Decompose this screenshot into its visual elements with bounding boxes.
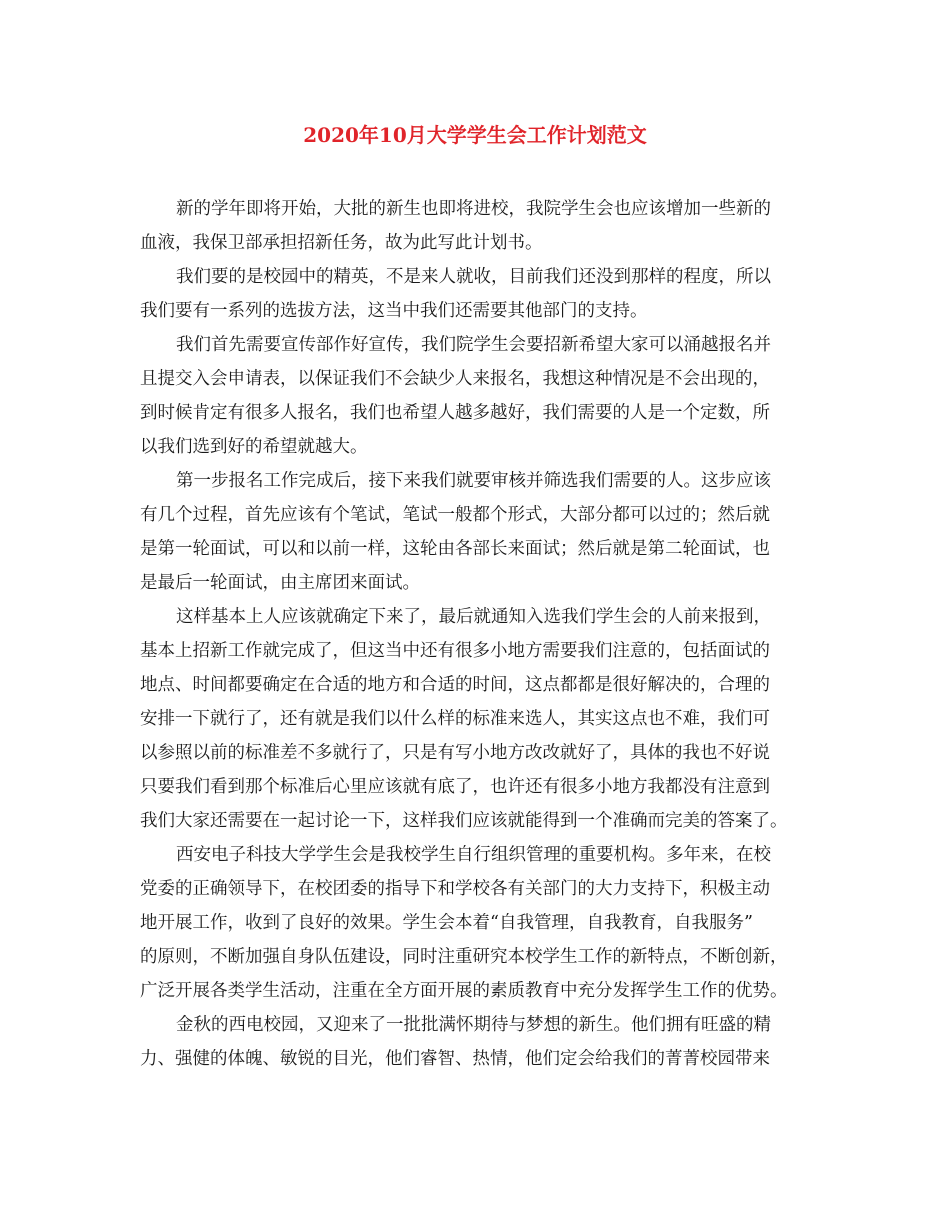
paragraph-line: 第一步报名工作完成后，接下来我们就要审核并筛选我们需要的人。这步应该 (176, 471, 771, 491)
paragraph-line: 地点、时间都要确定在合适的地方和合适的时间，这点都都是很好解决的，合理的 (140, 675, 770, 695)
paragraph-line: 力、强健的体魄、敏锐的目光，他们睿智、热情，他们定会给我们的菁菁校园带来 (140, 1049, 770, 1069)
paragraph-line: 以我们选到好的希望就越大。 (140, 437, 368, 457)
paragraph-line: 我们首先需要宣传部作好宣传，我们院学生会要招新希望大家可以涌越报名并 (176, 335, 771, 355)
paragraph-line: 是最后一轮面试，由主席团来面试。 (140, 573, 420, 593)
paragraph (140, 328, 822, 464)
paragraph-line: 党委的正确领导下，在校团委的指导下和学校各有关部门的大力支持下，积极主动 (140, 879, 770, 899)
paragraph-line: 有几个过程，首先应该有个笔试，笔试一般都个形式，大部分都可以过的；然后就 (140, 505, 770, 525)
paragraph-line: 血液，我保卫部承担招新任务，故为此写此计划书。 (140, 233, 543, 253)
paragraph (140, 1008, 822, 1076)
paragraph (140, 192, 822, 260)
paragraph-line: 只要我们看到那个标准后心里应该就有底了，也许还有很多小地方我都没有注意到 (140, 777, 770, 797)
paragraph (140, 600, 822, 838)
paragraph (140, 464, 822, 600)
paragraph-line: 金秋的西电校园，又迎来了一批批满怀期待与梦想的新生。他们拥有旺盛的精 (176, 1015, 771, 1035)
paragraph-line: 安排一下就行了，还有就是我们以什么样的标准来选人，其实这点也不难，我们可 (140, 709, 770, 729)
paragraph-line: 是第一轮面试，可以和以前一样，这轮由各部长来面试；然后就是第二轮面试，也 (140, 539, 770, 559)
paragraph-line: 我们要有一系列的选拔方法，这当中我们还需要其他部门的支持。 (140, 301, 648, 321)
paragraph-line: 以参照以前的标准差不多就行了，只是有写小地方改改就好了，具体的我也不好说 (140, 743, 770, 763)
paragraph-line: 到时候肯定有很多人报名，我们也希望人越多越好，我们需要的人是一个定数，所 (140, 403, 770, 423)
paragraph-line: 且提交入会申请表，以保证我们不会缺少人来报名，我想这种情况是不会出现的， (140, 369, 770, 389)
paragraph (140, 260, 822, 328)
paragraph-line: 我们要的是校园中的精英，不是来人就收，目前我们还没到那样的程度，所以 (176, 267, 771, 287)
paragraph-line: 新的学年即将开始，大批的新生也即将进校，我院学生会也应该增加一些新的 (176, 199, 771, 219)
paragraph-line: 基本上招新工作就完成了，但这当中还有很多小地方需要我们注意的，包括面试的 (140, 641, 770, 661)
paragraph-line: 这样基本上人应该就确定下来了，最后就通知入选我们学生会的人前来报到， (176, 607, 771, 627)
paragraph-line: 广泛开展各类学生活动，注重在全方面开展的素质教育中充分发挥学生工作的优势。 (140, 981, 788, 1001)
paragraph-line: 的原则，不断加强自身队伍建设，同时注重研究本校学生工作的新特点，不断创新， (140, 947, 788, 967)
paragraph-line: 我们大家还需要在一起讨论一下，这样我们应该就能得到一个准确而完美的答案了。 (140, 811, 788, 831)
document-body (140, 192, 822, 1076)
paragraph-line: 西安电子科技大学学生会是我校学生自行组织管理的重要机构。多年来，在校 (176, 845, 771, 865)
paragraph-line: 地开展工作，收到了良好的效果。学生会本着“自我管理，自我教育，自我服务” (140, 913, 753, 933)
paragraph (140, 838, 822, 1008)
document-title: 2020年10月大学学生会工作计划范文 (303, 123, 647, 147)
